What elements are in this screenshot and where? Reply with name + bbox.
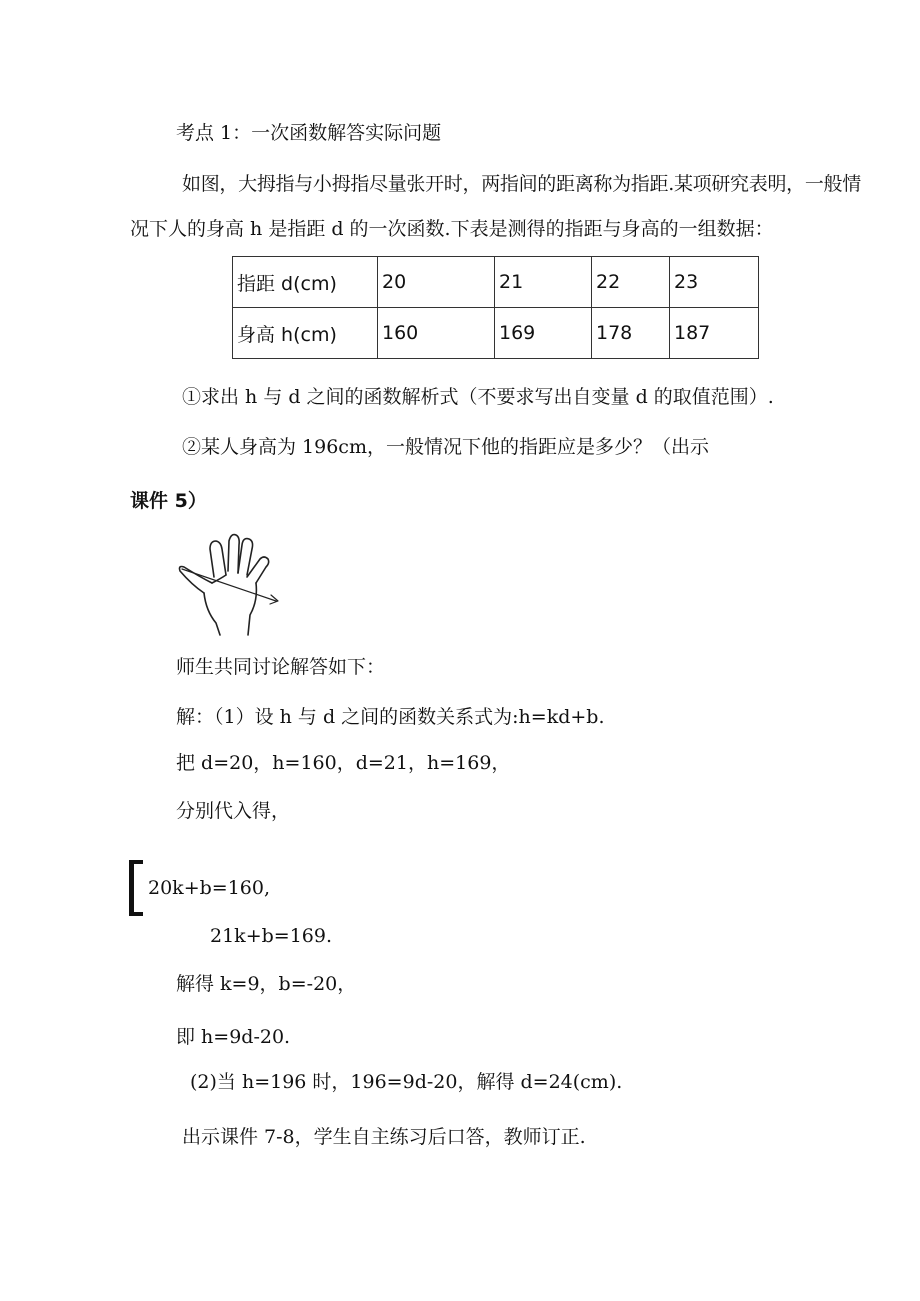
table-cell: 169 <box>495 308 592 359</box>
table-cell: 21 <box>495 257 592 308</box>
hand-span-figure <box>176 531 286 637</box>
question-2: ②某人身高为 196cm，一般情况下他的指距应是多少？（出示 <box>182 436 709 458</box>
table-cell: 身高 h(cm) <box>233 308 378 359</box>
intro-line-1: 如图，大拇指与小拇指尽量张开时，两指间的距离称为指距.某项研究表明，一般情 <box>182 173 861 195</box>
table-cell: 178 <box>592 308 670 359</box>
solution-line-2: 把 d=20，h=160，d=21，h=169， <box>176 752 511 774</box>
table-cell: 160 <box>378 308 495 359</box>
table-row <box>233 308 759 359</box>
solution-line-6: (2)当 h=196 时，196=9d-20，解得 d=24(cm). <box>190 1071 623 1093</box>
table-row <box>233 257 759 308</box>
equation-1: 20k+b=160, <box>148 877 270 899</box>
question-1: ①求出 h 与 d 之间的函数解析式（不要求写出自变量 d 的取值范围）. <box>182 386 774 408</box>
table-cell: 187 <box>670 308 759 359</box>
discussion-line: 师生共同讨论解答如下： <box>176 656 386 678</box>
table-cell: 23 <box>670 257 759 308</box>
solution-line-3: 分别代入得， <box>176 800 291 822</box>
intro-line-2: 况下人的身高 h 是指距 d 的一次函数.下表是测得的指距与身高的一组数据： <box>130 218 774 240</box>
table-cell: 指距 d(cm) <box>233 257 378 308</box>
table-cell: 20 <box>378 257 495 308</box>
equation-2: 21k+b=169. <box>210 925 332 947</box>
table-cell: 22 <box>592 257 670 308</box>
equation-system-bracket <box>129 860 143 916</box>
courseware-ref: 课件 5） <box>130 490 207 512</box>
heading: 考点 1：一次函数解答实际问题 <box>176 122 442 144</box>
closing-line: 出示课件 7-8，学生自主练习后口答，教师订正. <box>182 1126 586 1148</box>
solution-line-4: 解得 k=9，b=-20， <box>176 973 357 995</box>
solution-line-5: 即 h=9d-20. <box>176 1026 291 1048</box>
data-table <box>232 256 759 359</box>
solution-line-1: 解：（1）设 h 与 d 之间的函数关系式为:h=kd+b. <box>176 706 605 728</box>
